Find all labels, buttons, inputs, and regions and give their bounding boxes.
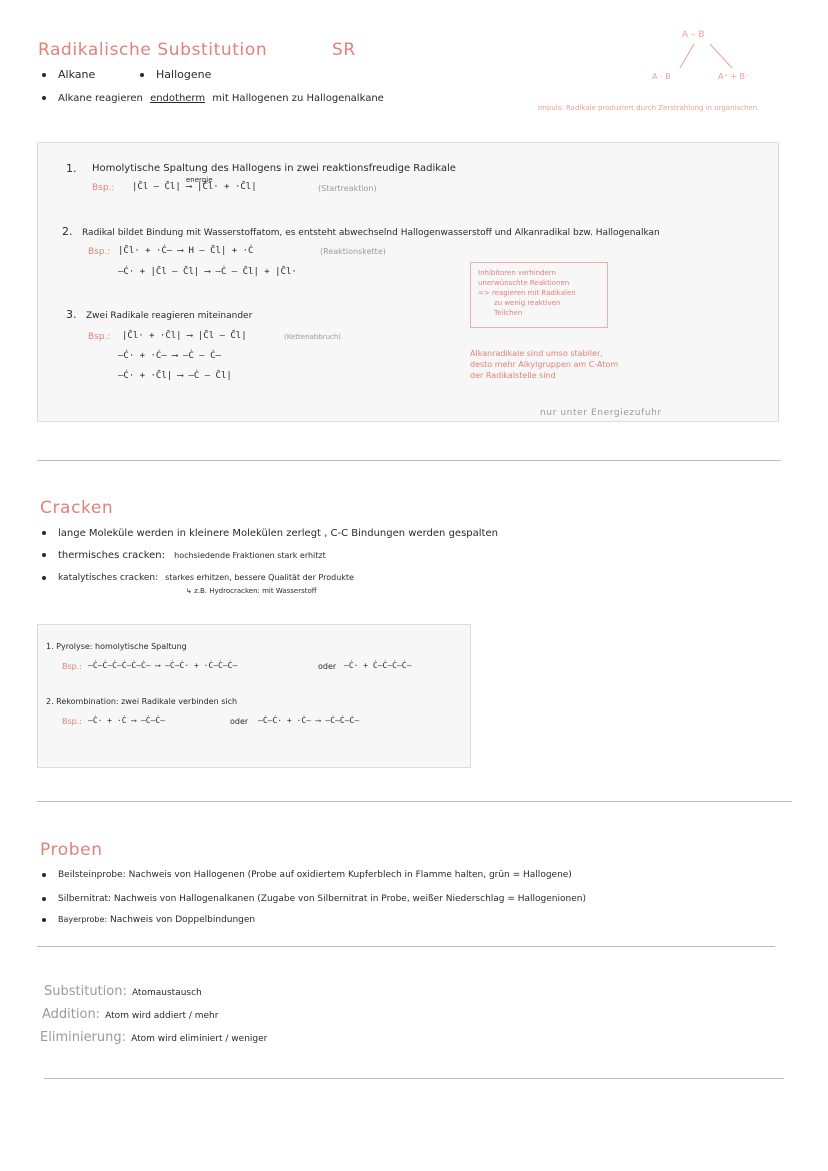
bullet-dot xyxy=(42,918,46,922)
alkanradikal-line: desto mehr Alkylgruppen am C-Atom xyxy=(470,360,619,369)
step3-equation-3: –Ċ· + ·C̄l| ⟶ –Ċ – C̄l| xyxy=(118,371,232,381)
rekombination-heading: 2. Rekombination: zwei Radikale verbinden sich xyxy=(46,697,238,706)
inhibitor-line: unerwünschte Reaktionen xyxy=(478,279,570,287)
step1-bsp: Bsp.: xyxy=(92,183,115,193)
divider xyxy=(37,801,792,802)
diagram-arrow-right xyxy=(710,44,732,68)
alkanradikal-note xyxy=(470,348,618,381)
bullet-hallogene xyxy=(140,68,211,81)
cracken-bullet-2 xyxy=(42,550,326,561)
diagram-right: A⁺ + B⁻ xyxy=(718,72,750,81)
inhibitor-note xyxy=(478,268,576,318)
diagram-top: A – B xyxy=(682,30,705,40)
bullet-text: lange Moleküle werden in kleinere Molekülen zerlegt , C-C Bindungen werden gespalten xyxy=(58,528,498,539)
reaction-type-addition xyxy=(42,1003,218,1022)
step3-bsp: Bsp.: xyxy=(88,332,111,342)
bullet-text: mit Hallogenen zu Hallogenalkane xyxy=(212,93,384,104)
section-title-cracken: Cracken xyxy=(40,498,114,518)
step2-note: (Reaktionskette) xyxy=(320,247,386,256)
step3-text: Zwei Radikale reagieren miteinander xyxy=(86,311,253,321)
diagram-left: A · B xyxy=(652,72,671,81)
cracken-bullet-1 xyxy=(42,528,498,539)
bullet-text: Hallogene xyxy=(156,68,212,81)
bullet-dot xyxy=(140,73,144,77)
divider xyxy=(37,460,781,461)
bullet-dot xyxy=(42,873,46,877)
pyrolyse-heading: 1. Pyrolyse: homolytische Spaltung xyxy=(46,642,187,651)
proben-value: Nachweis von Doppelbindungen xyxy=(110,915,256,925)
step3-num: 3. xyxy=(66,308,77,321)
step1-equation: |C̄l – C̄l| ⟶ |C̄l· + ·C̄l| xyxy=(132,182,257,192)
step2-equation-2: –Ċ· + |C̄l – C̄l| ⟶ –Ċ – C̄l| + |C̄l· xyxy=(118,267,297,277)
bullet-text: Alkane xyxy=(58,68,96,81)
pyrolyse-equation-2: –Ċ· + Ċ–Ċ–Ċ–Ċ– xyxy=(344,661,412,670)
cracken-bullet-3 xyxy=(42,573,354,583)
step1-num: 1. xyxy=(66,162,77,175)
proben-item-silbernitrat xyxy=(42,894,586,904)
step1-note: (Startreaktion) xyxy=(318,184,377,193)
step2-equation-1: |C̄l· + ·Ċ– ⟶ H – C̄l| + ·Ċ xyxy=(118,246,254,256)
bullet-dot xyxy=(42,576,46,580)
step2-text: Radikal bildet Bindung mit Wasserstoffatom, es entsteht abwechselnd Hallogenwasserstoff und Alkanradikal bzw. Hallogenalkan xyxy=(82,228,660,238)
proben-item-bayer xyxy=(42,915,255,925)
rekombination-oder: oder xyxy=(230,717,249,726)
step2-num: 2. xyxy=(62,225,73,238)
section-title-proben: Proben xyxy=(40,840,103,860)
proben-item-beilstein xyxy=(42,870,572,880)
step2-bsp: Bsp.: xyxy=(88,247,111,257)
bullet-text: thermisches cracken: xyxy=(58,550,165,561)
hydrocracken-note: ↳ z.B. Hydrocracken: mit Wasserstoff xyxy=(186,587,317,595)
bullet-dot xyxy=(42,897,46,901)
reaction-type-eliminierung xyxy=(40,1026,267,1045)
bullet-dot xyxy=(42,531,46,535)
divider xyxy=(44,1078,784,1079)
pyrolyse-oder: oder xyxy=(318,662,337,671)
reaction-type-key: Substitution: xyxy=(44,984,127,999)
section-title-substitution: Radikalische Substitution xyxy=(38,40,268,60)
diagram-arrows xyxy=(648,42,768,72)
reaction-type-key: Eliminierung: xyxy=(40,1030,127,1045)
inhibitor-line: Inhibitoren verhindern xyxy=(478,269,556,277)
bullet-alkane xyxy=(42,68,95,81)
bullet-text-detail: hochsiedende Fraktionen stark erhitzt xyxy=(174,551,326,560)
proben-key: Bayerprobe: xyxy=(58,915,108,924)
endotherm-underlined: endotherm xyxy=(150,93,206,104)
reaction-type-value: Atomaustausch xyxy=(131,988,202,998)
bullet-text-detail: starkes erhitzen, bessere Qualität der Produkte xyxy=(165,573,354,582)
alkanradikal-line: der Radikalstelle sind xyxy=(470,371,556,380)
divider xyxy=(37,946,775,947)
reaction-type-substitution xyxy=(44,980,202,999)
reaction-type-value: Atom wird addiert / mehr xyxy=(105,1011,219,1021)
bullet-dot xyxy=(42,73,46,77)
rekombination-equation: –Ċ· + ·Ċ ⟶ –Ċ–Ċ– xyxy=(88,716,166,725)
bullet-text: katalytisches cracken: xyxy=(58,573,159,583)
alkanradikal-line: Alkanradikale sind umso stabiler, xyxy=(470,349,603,358)
proben-value: Nachweis von Hallogenen (Probe auf oxidiertem Kupferblech in Flamme halten, grün = Hallogene) xyxy=(128,870,572,880)
inhibitor-line: Teilchen xyxy=(494,309,523,317)
rekombination-bsp: Bsp.: xyxy=(62,717,82,726)
proben-key: Beilsteinprobe: xyxy=(58,870,126,880)
reaction-type-key: Addition: xyxy=(42,1007,101,1022)
proben-key: Silbernitrat: xyxy=(58,894,112,904)
section-abbr: SR xyxy=(332,40,356,60)
reaction-type-value: Atom wird eliminiert / weniger xyxy=(131,1034,268,1044)
pyrolyse-bsp: Bsp.: xyxy=(62,662,82,671)
step3-equation-2: –Ċ· + ·Ċ– ⟶ –Ċ – Ċ– xyxy=(118,351,221,361)
pyrolyse-equation: –Ċ–Ċ–Ċ–Ċ–Ċ–Ċ– ⟶ –Ċ–Ċ· + ·Ċ–Ċ–Ċ– xyxy=(88,661,238,670)
inhibitor-line: => reagieren mit Radikalen xyxy=(478,289,576,297)
energy-note: nur unter Energiezufuhr xyxy=(540,408,662,418)
step1-energy: energie xyxy=(186,176,213,184)
step3-note: (Kettenabbruch) xyxy=(284,333,342,341)
bullet-text: Alkane reagieren xyxy=(58,93,143,104)
step1-text: Homolytische Spaltung des Hallogens in zwei reaktionsfreudige Radikale xyxy=(92,163,456,174)
impuls-note: Impuls: Radikale produziert durch Zerstrahlung in organischen xyxy=(538,104,758,112)
bullet-dot xyxy=(42,96,46,100)
diagram-arrow-left xyxy=(680,44,694,68)
bullet-endotherm xyxy=(42,93,384,104)
bullet-dot xyxy=(42,553,46,557)
inhibitor-line: zu wenig reaktiven xyxy=(494,299,561,307)
proben-value: Nachweis von Hallogenalkanen (Zugabe von Silbernitrat in Probe, weißer Niederschlag = Hallogenionen) xyxy=(113,894,586,904)
step3-equation-1: |C̄l· + ·C̄l| ⟶ |C̄l – C̄l| xyxy=(122,331,247,341)
rekombination-equation-2: –Ċ–Ċ· + ·Ċ– ⟶ –Ċ–Ċ–Ċ– xyxy=(258,716,360,725)
